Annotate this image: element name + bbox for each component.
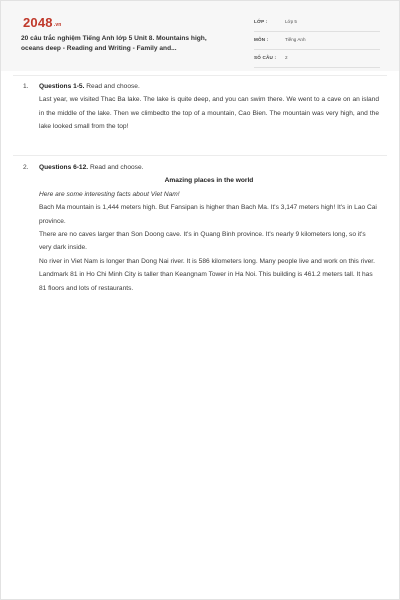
passage-intro: Here are some interesting facts about Viet Nam! bbox=[39, 190, 180, 198]
question-2 bbox=[39, 161, 379, 295]
question-number: 1. bbox=[23, 83, 29, 90]
question-range: Questions 6-12. bbox=[39, 164, 89, 171]
question-heading bbox=[39, 161, 379, 174]
question-1 bbox=[39, 80, 379, 134]
meta-row-subject bbox=[254, 33, 380, 50]
question-instruction: Read and choose. bbox=[84, 83, 140, 90]
logo-text: 2048 bbox=[23, 15, 53, 30]
question-instruction: Read and choose. bbox=[88, 164, 144, 171]
subject-label: MÔN : bbox=[254, 37, 269, 42]
meta-info bbox=[254, 15, 380, 69]
reading-paragraph: Last year, we visited Thac Ba lake. The lake is quite deep, and you can swim there. We went to a cave on an island in the middle of the lake. Then we climbedto the top of a mountain, Cao Bien. The mountain was very high, and the lake looked small from the top! bbox=[39, 96, 379, 131]
worksheet-content bbox=[1, 71, 399, 599]
meta-row-grade bbox=[254, 15, 380, 32]
passage-paragraph: There are no caves larger than Son Doong cave. It's in Quang Binh province. It's nearly 9 kilometers long, so it's very dark inside. bbox=[39, 231, 366, 252]
divider bbox=[13, 155, 387, 156]
divider bbox=[13, 75, 387, 76]
question-heading bbox=[39, 80, 379, 93]
question-count-label: SỐ CÂU : bbox=[254, 55, 277, 60]
passage-paragraph: Landmark 81 in Ho Chi Minh City is taller than Keangnam Tower in Ha Noi. This building is 461.2 meters tall. It has 81 floors and lots of restaurants. bbox=[39, 271, 373, 292]
site-logo[interactable] bbox=[23, 15, 62, 30]
worksheet-title: 20 câu trắc nghiệm Tiếng Anh lớp 5 Unit 8. Mountains high, oceans deep - Reading and Writing - Family and... bbox=[21, 35, 207, 52]
grade-value: Lớp 5 bbox=[285, 19, 297, 24]
subject-value: Tiếng Anh bbox=[285, 37, 306, 42]
question-range: Questions 1-5. bbox=[39, 83, 85, 90]
header bbox=[1, 1, 399, 71]
question-number: 2. bbox=[23, 164, 29, 171]
passage-paragraph: No river in Viet Nam is longer than Dong Nai river. It is 586 kilometers long. Many people live and work on this river. bbox=[39, 257, 375, 265]
question-count-value: 2 bbox=[285, 55, 288, 60]
meta-row-count bbox=[254, 51, 380, 68]
logo-tld: .vn bbox=[53, 22, 62, 28]
passage-paragraph: Bach Ma mountain is 1,444 meters high. But Fansipan is higher than Bach Ma. It's 3,147 meters high! It's in Lao Cai province. bbox=[39, 204, 377, 225]
passage-title: Amazing places in the world bbox=[164, 177, 254, 185]
grade-label: LỚP : bbox=[254, 19, 268, 24]
